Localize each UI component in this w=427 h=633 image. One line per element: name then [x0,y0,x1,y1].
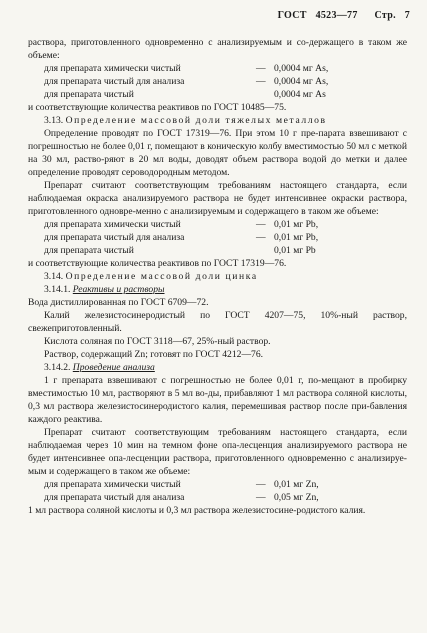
standard-label: ГОСТ [277,10,307,21]
row-label: для препарата химически чистый [44,479,181,490]
section-title: Определение массовой доли цинка [65,271,258,282]
subsection-number: 3.14.1. [44,284,71,295]
limit-row [44,491,407,504]
page-header [278,10,410,21]
paragraph: и соответствующие количества реактивов по ГОСТ 10485—75. [28,102,287,113]
row-value: 0,01 мг Pb [274,245,316,256]
row-label: для препарата чистый для анализа [44,76,185,87]
page-label: Стр. [374,10,396,21]
row-dash: — [256,232,266,243]
row-label: для препарата чистый для анализа [44,232,185,243]
row-label: для препарата чистый [44,89,134,100]
limit-row [44,218,407,231]
paragraph: Вода дистиллированная по ГОСТ 6709—72. [28,297,209,308]
paragraph: Кислота соляная по ГОСТ 3118—67, 25%-ный раствор. [44,336,271,347]
limit-row [44,478,407,491]
section-heading [28,270,407,283]
paragraph: и соответствующие количества реактивов по ГОСТ 17319—76. [28,258,287,269]
row-value: 0,0004 мг As, [274,76,329,87]
paragraph: раствора, приготовленного одновременно с анализируемым и со-держащего в таком же объеме: [28,37,407,61]
row-label: для препарата чистый для анализа [44,492,185,503]
section-title: Определение массовой доли тяжелых металлов [65,115,327,126]
document-body [28,36,407,517]
limit-row [44,75,407,88]
subsection-heading [28,283,407,296]
subsection-title: Проведение анализа [72,362,155,373]
paragraph: Раствор, содержащий Zn; готовят по ГОСТ 4212—76. [44,349,264,360]
row-dash: — [256,63,266,74]
row-dash: — [256,492,266,503]
row-value: 0,01 мг Pb, [274,232,319,243]
row-value: 0,01 мг Zn, [274,479,319,490]
row-value: 0,05 мг Zn, [274,492,319,503]
limit-row [44,88,407,101]
row-dash [256,244,270,257]
section-number: 3.14. [44,271,64,282]
row-label: для препарата химически чистый [44,63,181,74]
limit-row [44,244,407,257]
page-number: 7 [404,10,410,21]
subsection-heading [28,361,407,374]
row-dash: — [256,479,266,490]
row-value: 0,0004 мг As [274,89,326,100]
row-value: 0,01 мг Pb, [274,219,319,230]
section-number: 3.13. [44,115,64,126]
paragraph: 1 мл раствора соляной кислоты и 0,3 мл раствора железистосине-родистого калия. [28,505,366,516]
paragraph: 1 г препарата взвешивают с погрешностью не более 0,01 г, по-мещают в пробирку вместимостью 10 мл, растворяют в 5 мл во-ды, прибавляют 1 мл раствора соляной кислоты, 0,3 мл раствора железистосинеродистого калия, перемешивая раствор после при-бавления каждого реактива. [28,375,407,425]
paragraph: Калий железистосинеродистый по ГОСТ 4207—75, 10%-ный раствор, свежеприготовленный. [28,310,407,334]
paragraph: Препарат считают соответствующим требованиям настоящего стандарта, если наблюдаемая через 10 мин на темном фоне опа-лесценция анализируемого раствора не будет интенсивнее опа-лесценции раствора, приготовленного одновременно с анализируе-мым и содержащего в таком же объеме: [28,427,407,477]
limit-row [44,231,407,244]
subsection-number: 3.14.2. [44,362,71,373]
paragraph: Определение проводят по ГОСТ 17319—76. При этом 10 г пре-парата взвешивают с погрешностью не более 0,01 г, помещают в коническую колбу вместимостью 50 мл с меткой на 30 мл, раство-ряют в 20 мл воды, доводят объем раствора водой до метки и далее определение проводят сероводородным методом. [28,128,407,178]
limit-row [44,62,407,75]
row-label: для препарата химически чистый [44,219,181,230]
paragraph: Препарат считают соответствующим требованиям настоящего стандарта, если наблюдаемая окраска анализируемого раствора не будет интенсивнее окраски раствора, приготовленного одновре-менно с анализируемым и содержащего в таком же объеме: [28,180,407,217]
subsection-title: Реактивы и растворы [72,284,165,295]
row-dash: — [256,219,266,230]
section-heading [28,114,407,127]
row-label: для препарата чистый [44,245,134,256]
row-value: 0,0004 мг As, [274,63,329,74]
standard-number: 4523—77 [315,10,358,21]
row-dash: — [256,76,266,87]
row-dash [256,88,270,101]
